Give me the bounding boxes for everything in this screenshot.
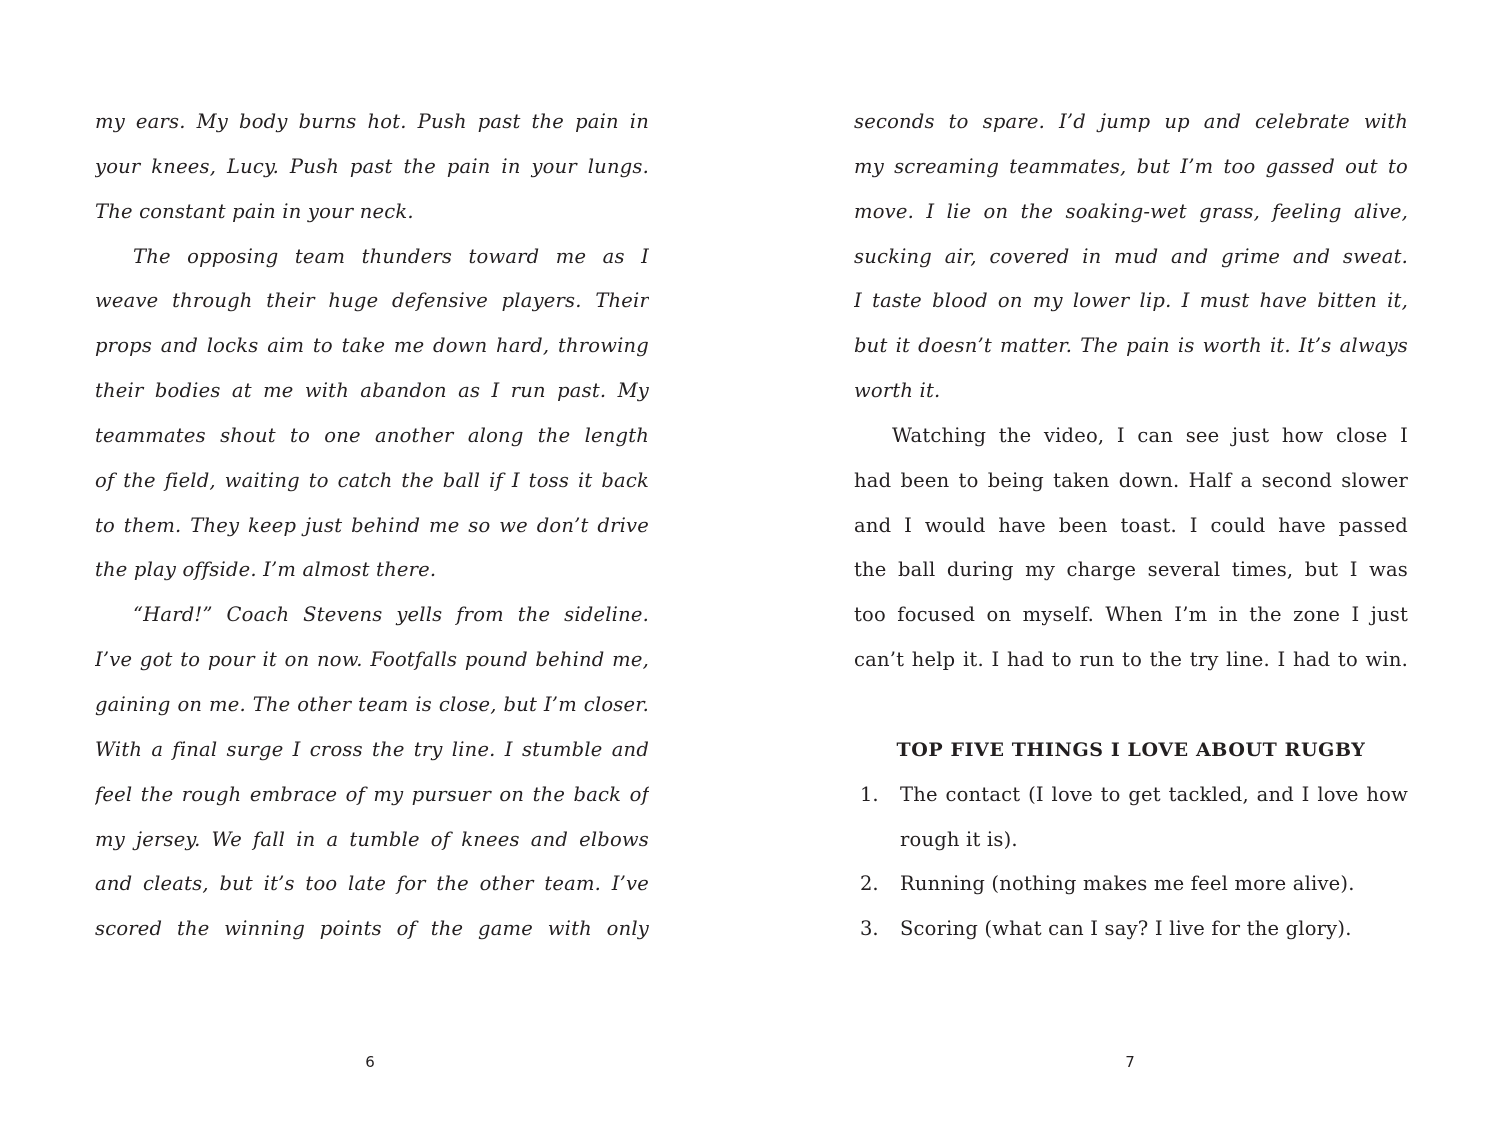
list-heading: TOP FIVE THINGS I LOVE ABOUT RUGBY (896, 738, 1366, 761)
text-line: worth it. (854, 379, 941, 403)
text-line: my jersey. We fall in a tumble of knees and elbows (95, 827, 649, 851)
text-line: my screaming teammates, but I’m too gassed out to (854, 154, 1408, 178)
text-line: and I would have been toast. I could have passed (854, 513, 1408, 537)
text-line: Watching the video, I can see just how close I (892, 423, 1408, 447)
list-item-number: 3. (860, 917, 879, 941)
text-line: of the field, waiting to catch the ball if I toss it back (95, 468, 649, 492)
list-item-line: Scoring (what can I say? I live for the glory). (900, 917, 1352, 941)
text-line: the ball during my charge several times, but I was (854, 558, 1408, 582)
text-line: move. I lie on the soaking-wet grass, feeling alive, (854, 199, 1408, 223)
text-line: too focused on myself. When I’m in the zone I just (854, 603, 1408, 627)
list-item-number: 1. (860, 782, 879, 806)
list-item-body (900, 911, 1408, 956)
list-item-line: Running (nothing makes me feel more alive). (900, 872, 1355, 896)
text-line: weave through their huge defensive players. Their (95, 289, 649, 313)
text-line: your knees, Lucy. Push past the pain in your lungs. (95, 154, 649, 178)
text-line: scored the winning points of the game with only (95, 917, 649, 941)
text-line: The constant pain in your neck. (95, 199, 414, 223)
text-line: my ears. My body burns hot. Push past the pain in (95, 110, 649, 133)
text-line: “Hard!” Coach Stevens yells from the sideline. (133, 603, 649, 627)
text-line: but it doesn’t matter. The pain is worth it. It’s always (854, 334, 1408, 358)
list-item (854, 866, 1408, 911)
text-line: teammates shout to one another along the length (95, 423, 649, 447)
text-line: sucking air, covered in mud and grime and sweat. (854, 244, 1408, 268)
list-item (854, 777, 1408, 867)
list-item-number: 2. (860, 872, 879, 896)
text-line: feel the rough embrace of my pursuer on the back of (95, 782, 649, 806)
right-page (750, 0, 1500, 1125)
text-line: props and locks aim to take me down hard, throwing (95, 334, 649, 358)
text-line: their bodies at me with abandon as I run past. My (95, 379, 649, 403)
text-line: and cleats, but it’s too late for the other team. I’ve (95, 872, 649, 896)
list-item (854, 911, 1408, 956)
left-page-text (95, 104, 649, 956)
page-number: 6 (365, 1053, 375, 1071)
list-item-line: The contact (I love to get tackled, and I love how (900, 782, 1408, 806)
text-line: With a final surge I cross the try line. I stumble and (95, 737, 649, 761)
text-line: I’ve got to pour it on now. Footfalls pound behind me, (95, 648, 649, 672)
right-page-text (854, 104, 1408, 956)
text-line: had been to being taken down. Half a second slower (854, 468, 1408, 492)
list-item-body (900, 777, 1408, 867)
list-item-line: rough it is). (900, 827, 1018, 851)
text-line: seconds to spare. I’d jump up and celebrate with (854, 110, 1408, 133)
list-item-body (900, 866, 1408, 911)
text-line: the play offside. I’m almost there. (95, 558, 437, 582)
text-line: to them. They keep just behind me so we don’t drive (95, 513, 649, 537)
page-number: 7 (1125, 1053, 1135, 1071)
text-line: I taste blood on my lower lip. I must have bitten it, (854, 289, 1408, 313)
text-line: can’t help it. I had to run to the try line. I had to win. (854, 648, 1408, 672)
text-line: gaining on me. The other team is close, but I’m closer. (95, 692, 649, 716)
text-line: The opposing team thunders toward me as I (133, 244, 649, 268)
